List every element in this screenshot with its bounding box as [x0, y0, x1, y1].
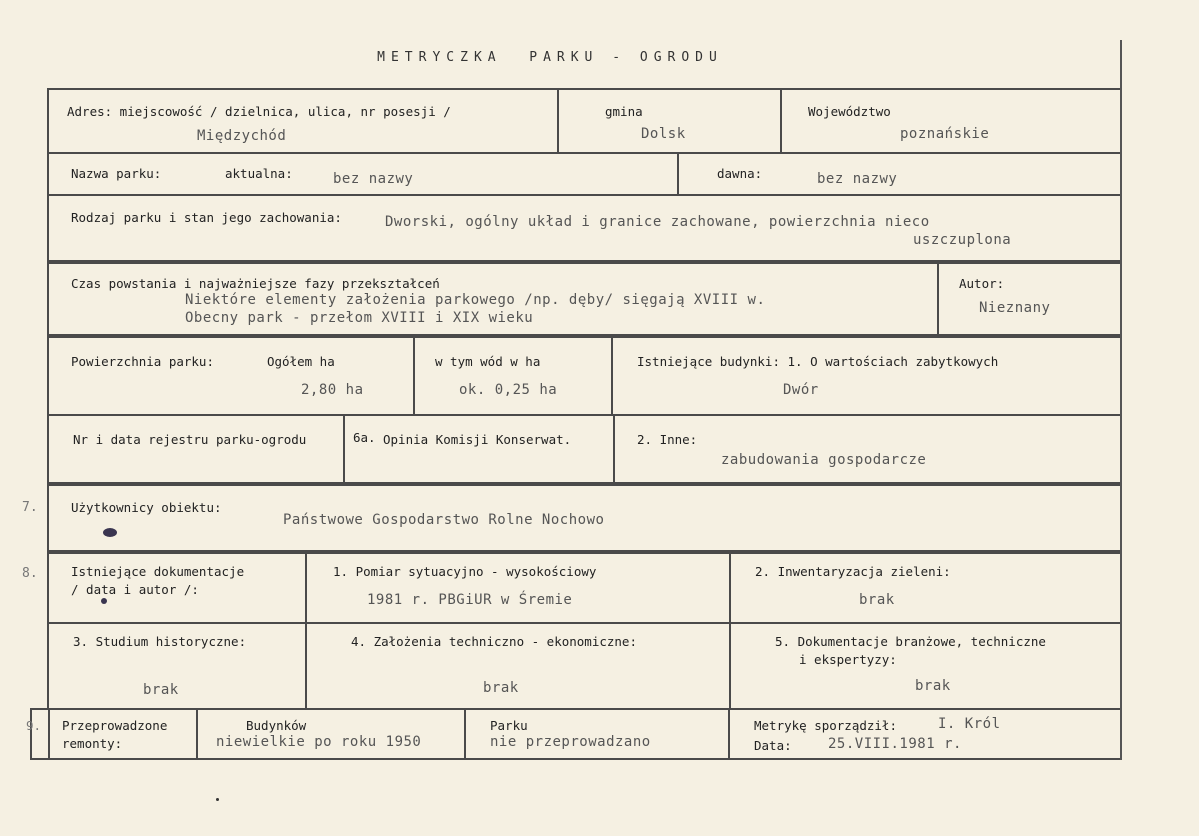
repairs-label-cell — [48, 710, 198, 758]
other-label: 2. Inne: — [637, 432, 698, 447]
name-row — [47, 152, 1122, 196]
registry-label: Nr i data rejestru parku-ogrodu — [73, 432, 307, 447]
branch-cell — [729, 624, 1120, 708]
wojewodztwo-value: poznańskie — [900, 126, 990, 142]
other-value: zabudowania gospodarcze — [721, 452, 927, 468]
type-row — [47, 194, 1122, 262]
branch-label-line1: 5. Dokumentacje branżowe, techniczne — [775, 634, 1046, 649]
area-total-label: Ogółem ha — [267, 354, 335, 369]
gmina-value: Dolsk — [641, 126, 686, 142]
signature-cell — [728, 710, 1120, 758]
wojewodztwo-cell — [780, 90, 1120, 152]
repairs-buildings-cell — [196, 710, 466, 758]
opinion-num: 6a. — [353, 430, 376, 445]
opinion-cell — [343, 416, 615, 482]
branch-label-line2: i ekspertyzy: — [799, 652, 897, 667]
history-line2: Obecny park - przełom XVIII i XIX wieku — [185, 310, 534, 326]
row-number-9: 9. — [26, 718, 42, 733]
buildings-label: Istniejące budynki: 1. O wartościach zabytkowych — [637, 354, 999, 369]
area-total-value: 2,80 ha — [301, 382, 364, 398]
author-value: I. Król — [938, 716, 1001, 732]
users-row — [47, 484, 1122, 552]
historical-label: 3. Studium historyczne: — [73, 634, 247, 649]
name-label: Nazwa parku: — [71, 166, 162, 181]
branch-value: brak — [915, 678, 951, 694]
repairs-label-line1: Przeprowadzone — [62, 718, 168, 733]
history-author-label: Autor: — [959, 276, 1005, 291]
water-cell — [413, 338, 613, 414]
users-value: Państwowe Gospodarstwo Rolne Nochowo — [283, 512, 605, 528]
users-label: Użytkownicy obiektu: — [71, 500, 222, 515]
historical-value: brak — [143, 682, 179, 698]
gmina-label: gmina — [605, 104, 643, 119]
name-current-label: aktualna: — [225, 166, 293, 181]
ink-dot — [101, 598, 107, 604]
name-former-label: dawna: — [717, 166, 763, 181]
type-value-line1: Dworski, ogólny układ i granice zachowane, powierzchnia nieco — [385, 214, 930, 230]
registry-row — [47, 414, 1122, 484]
address-row — [47, 88, 1122, 154]
stray-dot — [216, 798, 219, 801]
repairs-park-value: nie przeprowadzano — [490, 734, 651, 750]
former-name-cell — [677, 154, 1120, 194]
docs-label-line2: / data i autor /: — [71, 582, 199, 597]
greenery-value: brak — [859, 592, 895, 608]
repairs-park-label: Parku — [490, 718, 528, 733]
history-author-cell — [937, 264, 1120, 334]
repairs-park-cell — [464, 710, 730, 758]
area-row — [47, 336, 1122, 416]
ink-blot — [103, 528, 117, 537]
address-value: Międzychód — [197, 128, 287, 144]
docs-label-line1: Istniejące dokumentacje — [71, 564, 245, 579]
buildings-cell — [611, 338, 1120, 414]
technical-label: 4. Założenia techniczno - ekonomiczne: — [351, 634, 637, 649]
history-row — [47, 262, 1122, 336]
repairs-label-line2: remonty: — [62, 736, 123, 751]
type-value-line2: uszczuplona — [913, 232, 1012, 248]
address-label: Adres: miejscowość / dzielnica, ulica, nr posesji / — [67, 104, 451, 119]
name-current-value: bez nazwy — [333, 171, 414, 187]
card-title: METRYCZKA PARKU - OGRODU — [377, 50, 723, 65]
survey-cell — [305, 554, 731, 622]
docs-row-1 — [47, 552, 1122, 624]
date-label: Data: — [754, 738, 792, 753]
greenery-cell — [729, 554, 1120, 622]
survey-label: 1. Pomiar sytuacyjno - wysokościowy — [333, 564, 597, 579]
other-buildings-cell — [615, 416, 1120, 482]
row-number-7: 7. — [22, 500, 38, 515]
author-label: Metrykę sporządził: — [754, 718, 897, 733]
survey-value: 1981 r. PBGiUR w Śremie — [367, 592, 573, 608]
docs-row-2 — [47, 622, 1122, 710]
greenery-label: 2. Inwentaryzacja zieleni: — [755, 564, 951, 579]
repairs-row — [26, 708, 1122, 760]
repairs-buildings-value: niewielkie po roku 1950 — [216, 734, 422, 750]
card-right-edge — [1120, 40, 1122, 760]
name-former-value: bez nazwy — [817, 171, 898, 187]
date-value: 25.VIII.1981 r. — [828, 736, 962, 752]
history-line1: Niektóre elementy założenia parkowego /np. dęby/ sięgają XVIII w. — [185, 292, 766, 308]
history-author-value: Nieznany — [979, 300, 1051, 316]
area-water-value: ok. 0,25 ha — [459, 382, 558, 398]
area-water-label: w tym wód w ha — [435, 354, 541, 369]
row-number-8: 8. — [22, 566, 38, 581]
repairs-buildings-label: Budynków — [246, 718, 307, 733]
history-label: Czas powstania i najważniejsze fazy przekształceń — [71, 276, 440, 291]
wojewodztwo-label: Województwo — [808, 104, 891, 119]
buildings-value: Dwór — [783, 382, 819, 398]
area-label: Powierzchnia parku: — [71, 354, 214, 369]
type-label: Rodzaj parku i stan jego zachowania: — [71, 210, 342, 225]
opinion-label: Opinia Komisji Konserwat. — [383, 432, 572, 447]
gmina-cell — [557, 90, 782, 152]
technical-value: brak — [483, 680, 519, 696]
technical-cell — [305, 624, 731, 708]
